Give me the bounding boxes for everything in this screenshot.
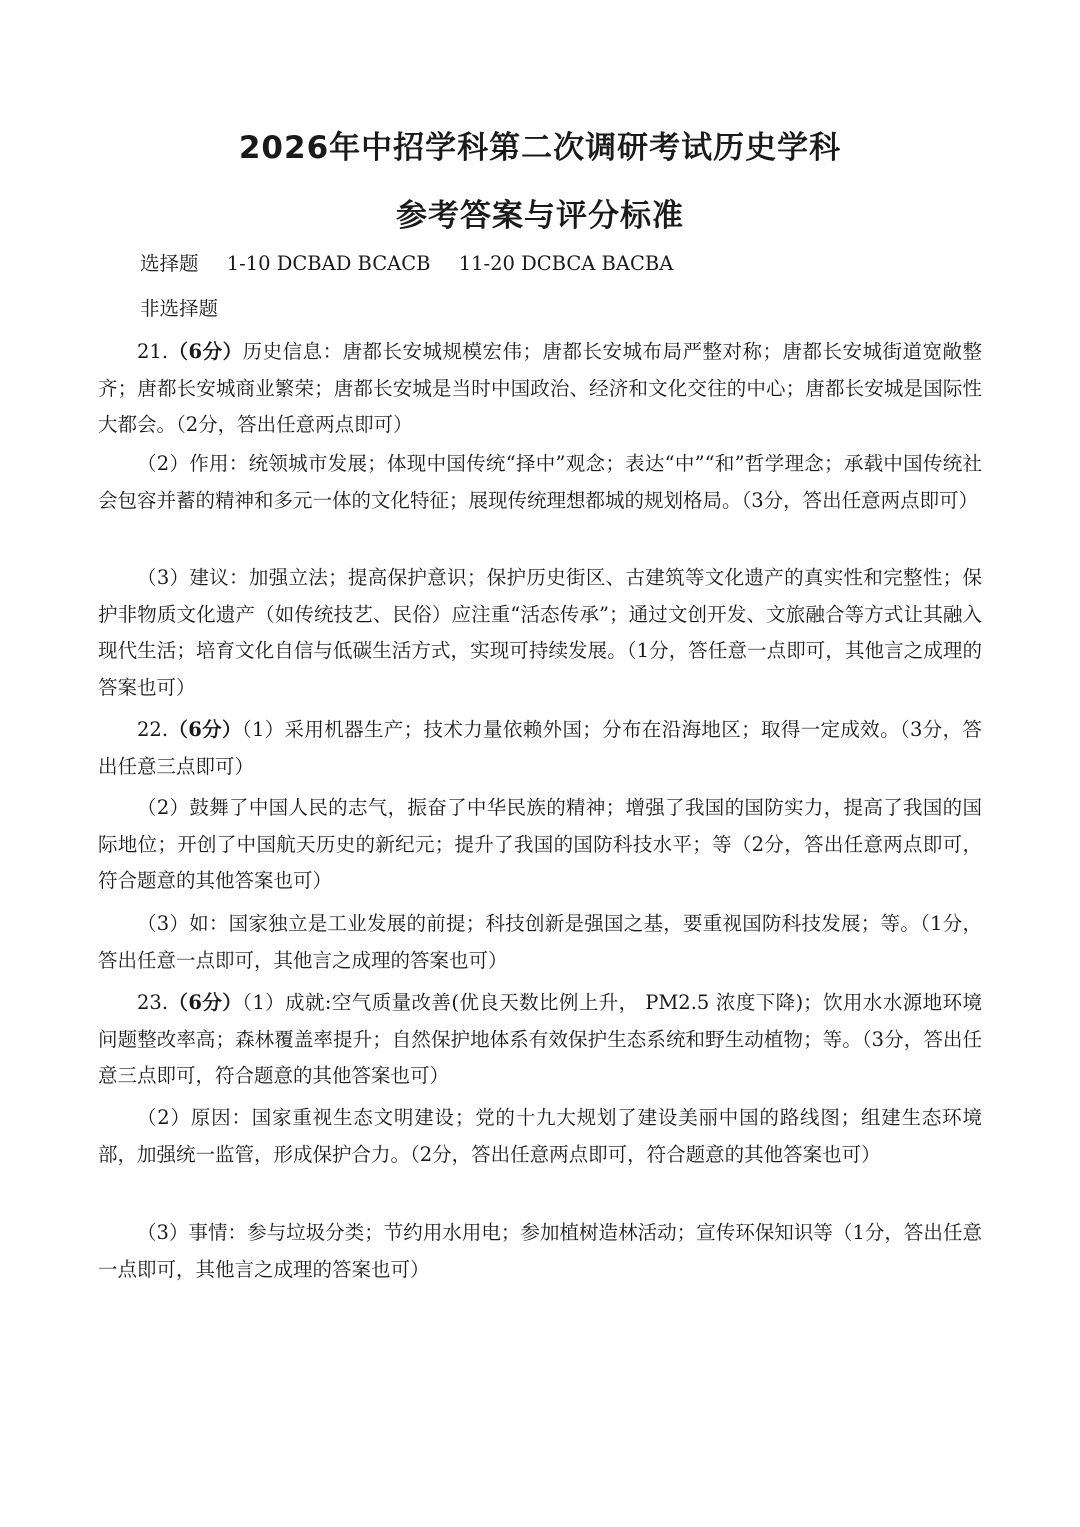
q21-part3: （3）建议：加强立法；提高保护意识；保护历史街区、古建筑等文化遗产的真实性和完整性；保护非物质文化遗产（如传统技艺、民俗）应注重“活态传承”；通过文创开发、文旅融合等方式让其融入现代生活；培育文化自信与低碳生活方式，实现可持续发展。（1分，答任意一点即可，其他言之成理的答案也可） [98, 566, 982, 699]
multiple-choice-part1: 1-10 DCBAD BCACB [226, 252, 431, 275]
q21-score: （6分） [168, 340, 243, 363]
page-title: 2026年中招学科第二次调研考试历史学科 [238, 130, 842, 166]
page-subtitle: 参考答案与评分标准 [396, 198, 684, 234]
multiple-choice-part2: 11-20 DCBCA BACBA [458, 252, 674, 275]
non-multiple-choice-label: 非选择题 [140, 297, 219, 320]
q23-part3: （3）事情：参与垃圾分类；节约用水用电；参加植树造林活动；宣传环保知识等（1分，答出任意一点即可，其他言之成理的答案也可） [98, 1221, 982, 1281]
q22-number: 22. [137, 718, 169, 741]
multiple-choice-answers [140, 245, 982, 282]
q23-part1-text: （1）成就:空气质量改善(优良天数比例上升， PM2.5 浓度下降)；饮用水水源地环境问题整改率高；森林覆盖率提升；自然保护地体系有效保护生态系统和野生动植物；等。（3分，答出任意三点即可，符合题意的其他答案也可） [98, 991, 982, 1087]
q23-part1 [98, 985, 982, 1095]
q21-part2: （2）作用：统领城市发展；体现中国传统“择中”观念；表达“中”“和”哲学理念；承载中国传统社会包容并蓄的精神和多元一体的文化特征；展现传统理想都城的规划格局。（3分，答出任意两点即可） [98, 452, 982, 512]
q22-part2: （2）鼓舞了中国人民的志气，振奋了中华民族的精神；增强了我国的国防实力，提高了我国的国际地位；开创了中国航天历史的新纪元；提升了我国的国防科技水平；等（2分，答出任意两点即可，符合题意的其他答案也可） [98, 796, 982, 892]
q21-number: 21. [137, 340, 169, 363]
q23-score: （6分） [168, 991, 243, 1014]
q22-score: （6分） [168, 718, 242, 741]
multiple-choice-label: 选择题 [140, 252, 199, 275]
q23-part2: （2）原因：国家重视生态文明建设；党的十九大规划了建设美丽中国的路线图；组建生态环境部，加强统一监管，形成保护合力。（2分，答出任意两点即可，符合题意的其他答案也可） [98, 1106, 982, 1166]
q22-part1 [98, 712, 982, 785]
q21-part1 [98, 334, 982, 444]
q22-part3: （3）如：国家独立是工业发展的前提；科技创新是强国之基，要重视国防科技发展；等。（1分，答出任意一点即可，其他言之成理的答案也可） [98, 912, 982, 972]
q22-part1-text: （1）采用机器生产；技术力量依赖外国；分布在沿海地区；取得一定成效。（3分，答出任意三点即可） [98, 718, 982, 778]
q21-part1-text: 历史信息：唐都长安城规模宏伟；唐都长安城布局严整对称；唐都长安城街道宽敞整齐；唐都长安城商业繁荣；唐都长安城是当时中国政治、经济和文化交往的中心；唐都长安城是国际性大都会。（2分，答出任意两点即可） [98, 340, 982, 436]
q23-number: 23. [137, 991, 169, 1014]
